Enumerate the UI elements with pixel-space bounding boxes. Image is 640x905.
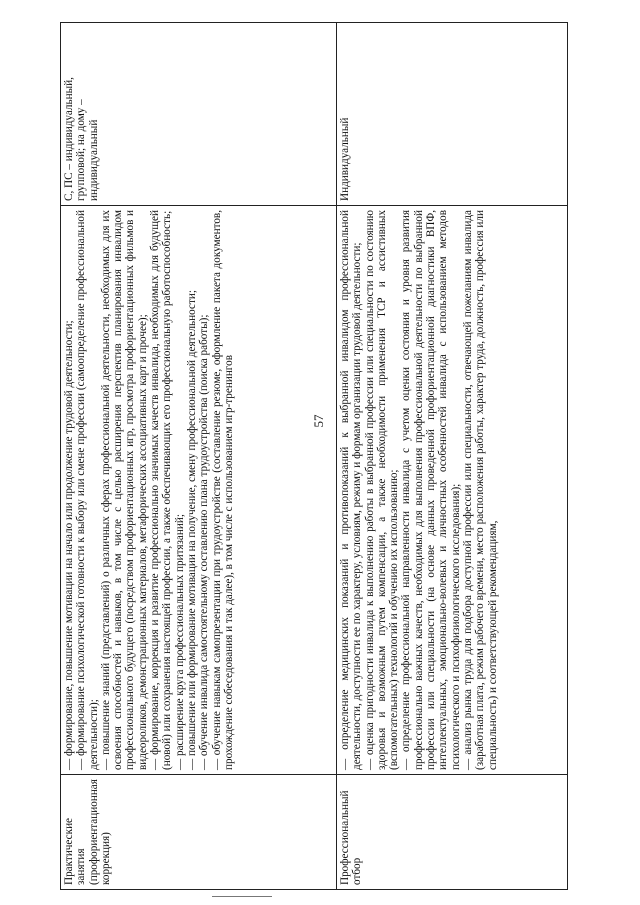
activity-name: Профессиональный отбор [339,790,364,885]
list-item: — обучение навыкам самопрезентации при трудоустройстве (составление резюме, оформление пакета документов, прохождение собеседования и так далее), в том числе с использованием игр-тренингов [210,210,235,770]
footer-divider [212,896,272,897]
activity-name-cell [61,775,337,890]
list-item: — оценка пригодности инвалида к выполнению работы в выбранной профессии или специальности по состоянию здоровья и возможным путем компенсации, а также необходимости применения ТСР и ассистивных (вспомогательных) технологий и обучению их использованию; [363,210,401,770]
activity-content-cell [61,206,337,775]
list-item: — формирование психологической готовности к выбору или смене профессии (самоопределение профессиональной деятельности); [75,210,100,770]
list-item: — анализ рынка труда для подбора доступной профессии или специальности, отвечающей пожеланиям инвалида (заработная плата, режим рабочего времени, место расположения работы, характер труда, должность, профессия или специальность) и соответствующей рекомендациям, [461,210,499,770]
activity-name-cell [337,775,568,890]
table-row [337,23,568,890]
list-item: — обучение инвалида самостоятельному составлению плана трудоустройства (поиска работы); [198,314,211,770]
rotated-page [60,50,567,890]
activity-form: Индивидуальный [339,117,351,201]
list-item: — формирование, коррекция и развитие профессионально значимых качеств инвалида, необходимых для будущей (новой) или сохранения настоящей профессии, а также обеспечивающих его профессиональную работоспособность; [149,210,174,770]
activity-content-cell [337,206,568,775]
activity-form-cell [337,23,568,206]
list-item: — повышение или формирование мотивации на получение, смену профессиональной деятельности; [185,290,198,770]
rehabilitation-table [60,22,568,890]
activity-form-cell [61,23,337,206]
list-item: — повышение знаний (представлений) о различных сферах профессиональной деятельности, необходимых для их освоения способностей и навыков, в том числе с целью расширения перспектив планирования инвалидом профессионального будущего (посредством профориентационных игр, просмотра профориентационных фильмов и видеороликов, демонстрационных материалов, метафорических ассоциативных карт и прочее); [99,210,149,770]
list-item: — формирование, повышение мотивации на начало или продолжение трудовой деятельности; [63,320,75,770]
list-item: — определение медицинских показаний и противопоказаний к выбранной инвалидом профессиональной деятельности, доступности ее по характеру, условиям, режиму и формам организации трудовой деятельности; [339,210,364,770]
activity-form: С, ПС – индивидуальный, групповой; на дому – индивидуальный [63,77,100,201]
list-item: — определение профессиональной направленности инвалида с учетом оценки состояния и уровня развития профессионально важных качеств, необходимых для выполнения профессиональной деятельности по выбранной профессии или специальности (на основе данных проведенной профориентационной диагностики ВПФ, интеллектуальных, эмоционально-волевых и личностных особенностей инвалида с использованием методов психологического и психофизиологического исследования); [400,210,462,770]
table-row [61,23,337,890]
list-item: — расширение круга профессиональных притязаний; [173,514,186,770]
activity-name: Практические занятия (профориентационная коррекция) [63,779,112,885]
page-number: 57 [311,414,326,428]
